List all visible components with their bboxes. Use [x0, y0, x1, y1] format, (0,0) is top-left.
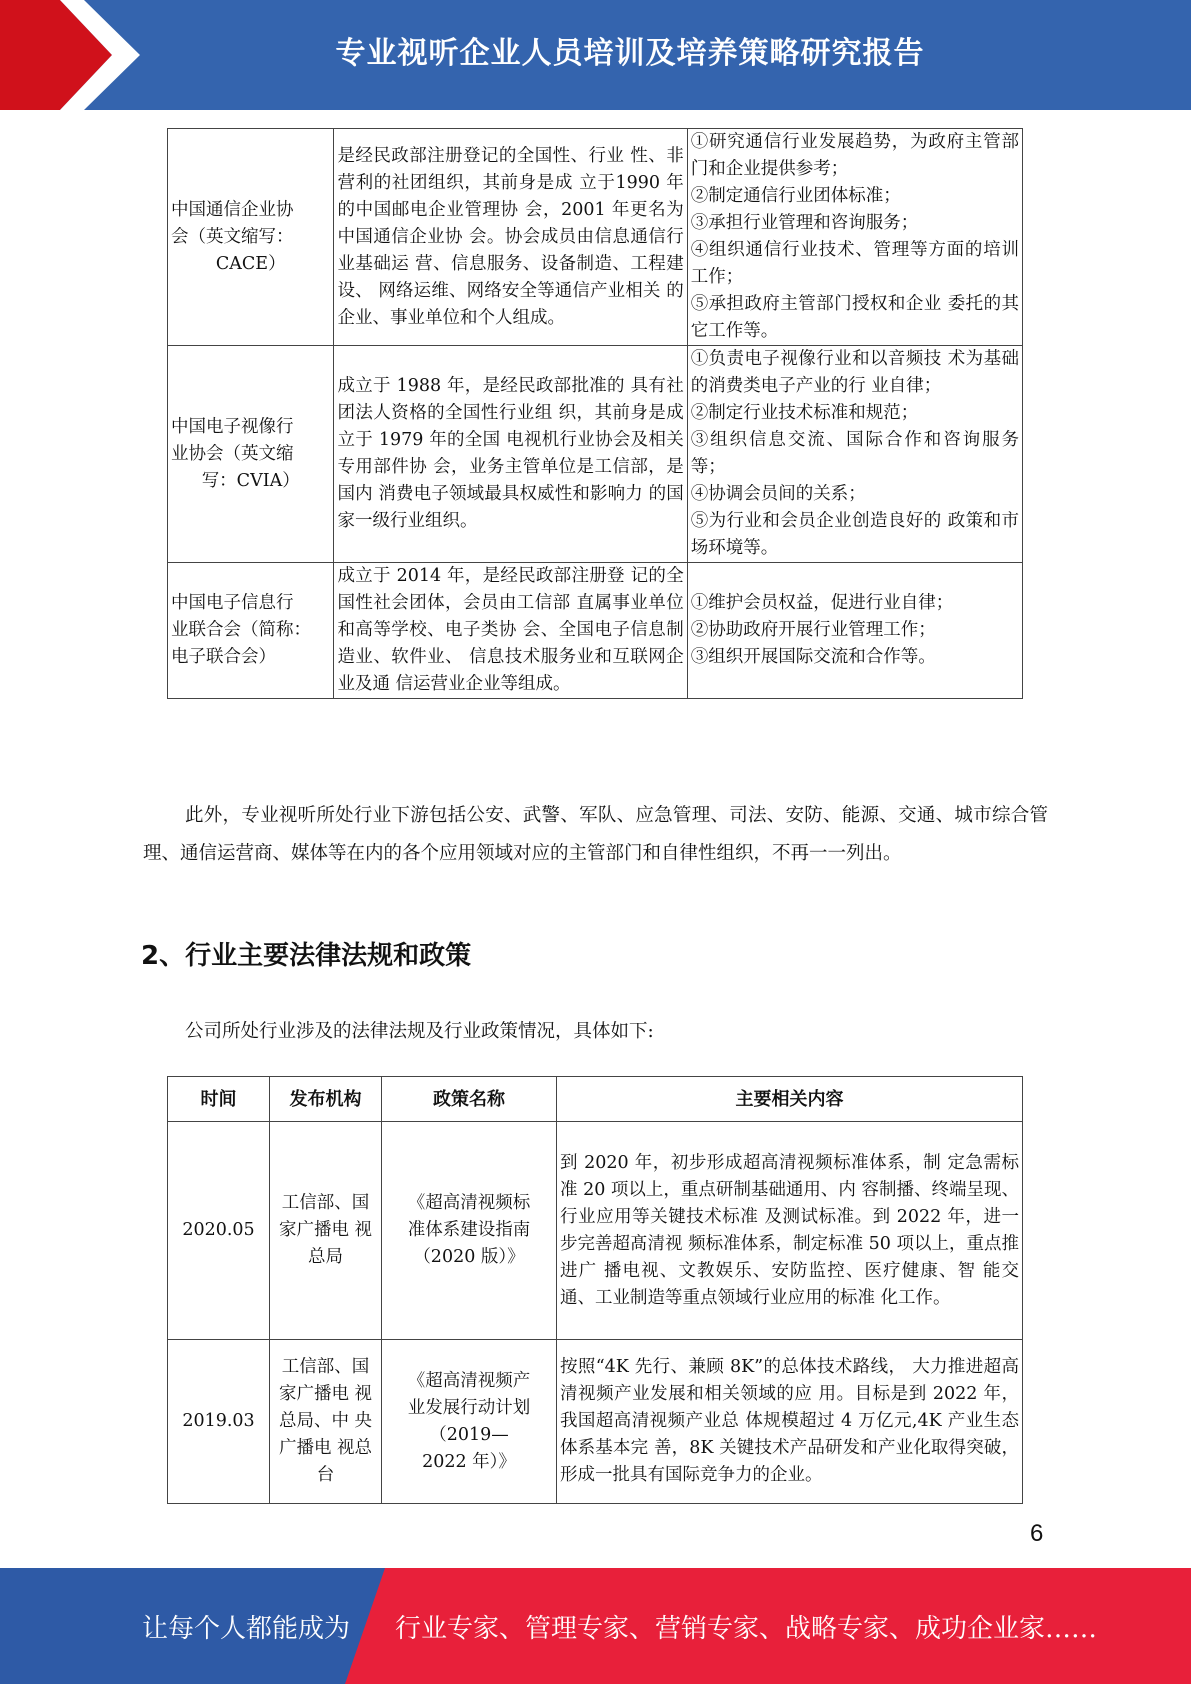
- org-name-cell: 中国电子视像行 业协会（英文缩 写：CVIA）: [168, 346, 334, 563]
- table-row: [168, 346, 1023, 563]
- org-desc-cell: 成立于 2014 年，是经民政部注册登 记的全国性社会团体，会员由工信部 直属事业单位和高等学校、电子类协 会、全国电子信息制造业、软件业、 信息技术服务业和互联网企业及通 信运营业企业等组成。: [334, 563, 687, 699]
- content-cell: 按照“4K 先行、兼顾 8K”的总体技术路线， 大力推进超高清视频产业发展和相关领域的应 用。目标是到 2022 年，我国超高清视频产业总 体规模超过 4 万亿元,4K 产业生态体系基本完 善，8K 关键技术产品研发和产业化取得突破， 形成一批具有国际竞争力的企业。: [557, 1340, 1023, 1504]
- column-header: 时间: [168, 1077, 270, 1122]
- table-row: [168, 1122, 1023, 1340]
- org-desc-cell: 是经民政部注册登记的全国性、行业 性、非营利的社团组织，其前身是成 立于1990 年的中国邮电企业管理协 会，2001 年更名为中国通信企业协 会。协会成员由信息通信行业基础运 营、信息服务、设备制造、工程建设、 网络运维、网络安全等通信产业相关 的企业、事业单位和个人组成。: [334, 129, 687, 346]
- table-row: [168, 563, 1023, 699]
- time-cell: 2019.03: [168, 1340, 270, 1504]
- page-footer: [0, 1568, 1191, 1684]
- table-header-row: [168, 1077, 1023, 1122]
- org-duties-cell: ①负责电子视像行业和以音频技 术为基础的消费类电子产业的行 业自律； ②制定行业技术标准和规范； ③组织信息交流、国际合作和咨询服务等； ④协调会员间的关系； ⑤为行业和会员企业创造良好的 政策和市场环境等。: [687, 346, 1022, 563]
- column-header: 政策名称: [382, 1077, 557, 1122]
- page-number: 6: [1030, 1520, 1044, 1547]
- org-cell: 工信部、国 家广播电 视 总局: [270, 1122, 382, 1340]
- org-name-cell: 中国电子信息行 业联合会（简称： 电子联合会）: [168, 563, 334, 699]
- header-title: 专业视听企业人员培训及培养策略研究报告: [335, 36, 925, 71]
- content-cell: 到 2020 年，初步形成超高清视频标准体系，制 定急需标准 20 项以上，重点研制基础通用、内 容制播、终端呈现、行业应用等关键技术标准 及测试标准。到 2022 年，进一步完善超髙清视 频标准体系，制定标准 50 项以上，重点推进广 播电视、文教娱乐、安防监控、医疗健康、智 能交通、工业制造等重点领域行业应用的标准 化工作。: [557, 1122, 1023, 1340]
- org-cell: 工信部、国 家广播电 视 总局、中 央 广播电 视总 台: [270, 1340, 382, 1504]
- time-cell: 2020.05: [168, 1122, 270, 1340]
- table-row: [168, 1340, 1023, 1504]
- footer-slogan-right: 行业专家、管理专家、营销专家、战略专家、成功企业家……: [395, 1614, 1098, 1644]
- body-paragraph: 此外，专业视听所处行业下游包括公安、武警、军队、应急管理、司法、安防、能源、交通、城市综合管理、通信运营商、媒体等在内的各个应用领域对应的主管部门和自律性组织，不再一一列出。: [143, 805, 1048, 864]
- org-duties-cell: ①维护会员权益，促进行业自律； ②协助政府开展行业管理工作； ③组织开展国际交流和合作等。: [687, 563, 1022, 699]
- organization-table: [167, 128, 1023, 699]
- policy-table: [167, 1076, 1023, 1504]
- policy-cell: 《超高清视频产 业发展行动计划 （2019— 2022 年）》: [382, 1340, 557, 1504]
- org-name-cell: 中国通信企业协 会（英文缩写： CACE）: [168, 129, 334, 346]
- header-arrow-decoration: [0, 0, 150, 110]
- section-heading: 2、行业主要法律法规和政策: [141, 941, 472, 971]
- intro-paragraph: 公司所处行业涉及的法律法规及行业政策情况，具体如下:: [185, 1021, 654, 1042]
- page-header: [0, 0, 1191, 110]
- column-header: 发布机构: [270, 1077, 382, 1122]
- column-header: 主要相关内容: [557, 1077, 1023, 1122]
- org-duties-cell: ①研究通信行业发展趋势，为政府主管部门和企业提供参考； ②制定通信行业团体标准； ③承担行业管理和咨询服务； ④组织通信行业技术、管理等方面的培训工作； ⑤承担政府主管部门授权和企业 委托的其它工作等。: [687, 129, 1022, 346]
- policy-cell: 《超高清视频标 准体系建设指南 （2020 版）》: [382, 1122, 557, 1340]
- table-row: [168, 129, 1023, 346]
- org-desc-cell: 成立于 1988 年，是经民政部批准的 具有社团法人资格的全国性行业组 织，其前身是成立于 1979 年的全国 电视机行业协会及相关专用部件协 会，业务主管单位是工信部，是国内 消费电子领域最具权威性和影响力 的国家一级行业组织。: [334, 346, 687, 563]
- footer-slogan-left: 让每个人都能成为: [142, 1614, 351, 1644]
